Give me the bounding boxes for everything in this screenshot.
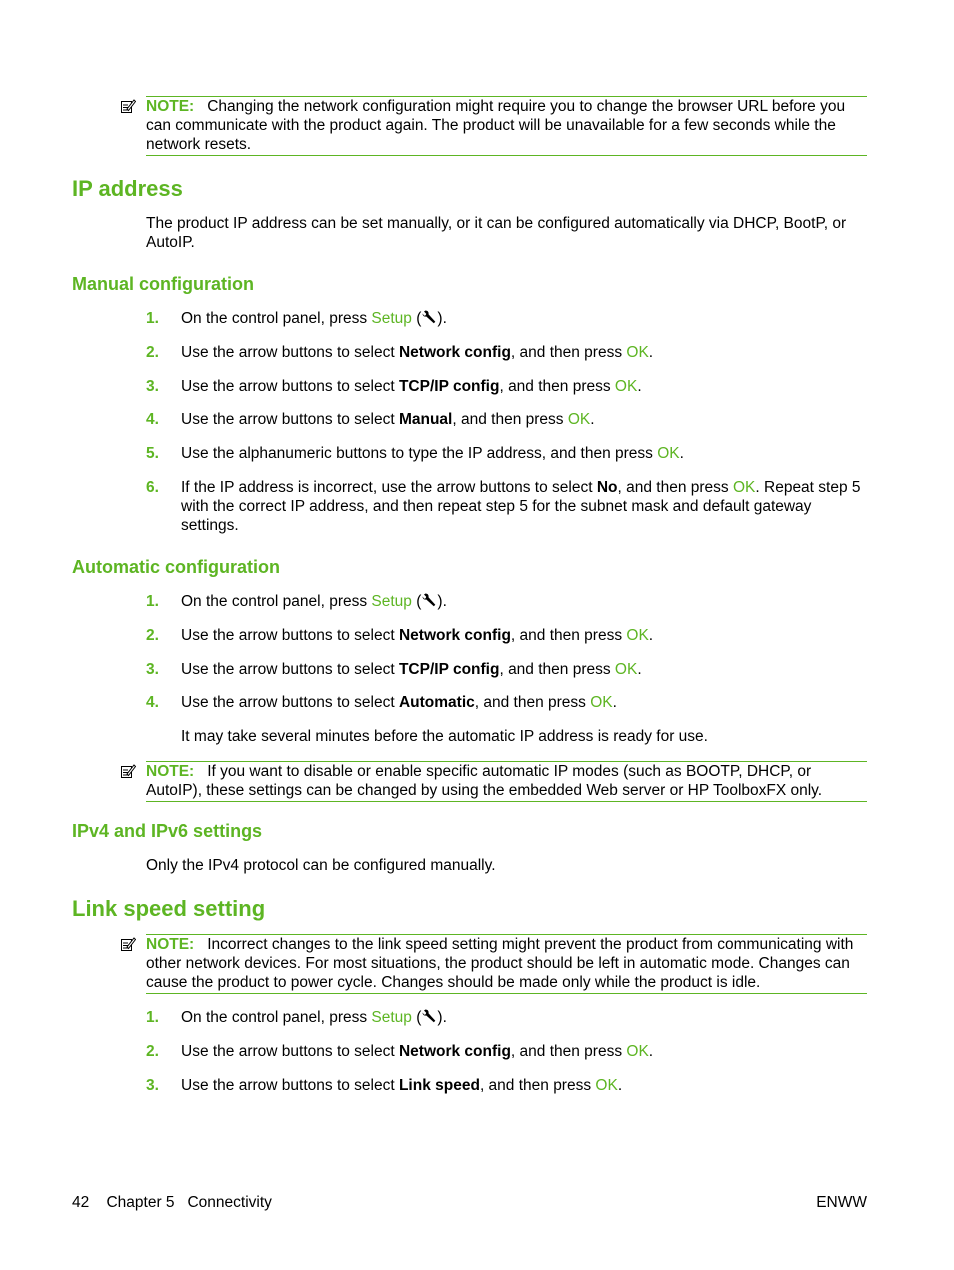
step-text-part: . [637,378,642,395]
menu-item-name: Network config [398,344,511,361]
step-text-part: Use the alphanumeric buttons to type the IP address, and then press [181,445,658,462]
note-label: NOTE: [146,763,195,780]
note-text: Incorrect changes to the link speed setting might prevent the product from communicating with other network devices. For most situations, the product should be left in automatic mode. Changes can cause the product to power cycle. Changes should be made only while the product is idle. [146,936,854,991]
button-name: OK [626,344,649,361]
subsection-title-manual: Manual configuration [72,274,254,294]
step-text [181,444,868,463]
menu-item-name: Link speed [398,1077,480,1094]
step-text-part: Use the arrow buttons to select [181,1043,399,1060]
page-number: 42 [72,1194,90,1211]
menu-item-name: No [596,479,618,496]
note-text: If you want to disable or enable specific automatic IP modes (such as BOOTP, DHCP, or AutoIP), these settings can be changed by using the embedded Web server or HP ToolboxFX only. [146,763,823,799]
step-number: 4. [146,411,159,428]
step-text-part: . [679,445,684,462]
step-number: 3. [146,1077,159,1094]
step-text-part: , and then press [452,411,568,428]
step-text-part: , and then press [479,1077,596,1094]
button-name: OK [567,411,591,428]
step-item [146,377,868,396]
note-box [146,96,867,156]
step-text-part: . [637,661,642,678]
step-text: On the control panel, press Setup ( ). [181,310,447,327]
wrench-icon [422,593,436,607]
step-text-part: . [648,627,654,644]
step-text: On the control panel, press Setup ( ). [181,1009,447,1026]
step-text [181,1042,868,1061]
step-number: 2. [146,1043,159,1060]
step-item [146,1076,868,1095]
step-text-part: Use the arrow buttons to select [181,694,399,711]
footer-left [72,1193,272,1212]
step-text-part: ). [437,1009,447,1026]
step-number: 5. [146,445,159,462]
step-item [146,592,868,611]
step-text-part: , and then press [499,661,615,678]
step-text-part: Use the arrow buttons to select [181,378,399,395]
step-item [146,410,868,429]
step-text-part: . Repeat step 5 with the correct IP address, and then repeat step 5 for the subnet mask and default gateway settings. [181,479,861,534]
step-item [146,444,868,463]
step-number: 1. [146,1009,159,1026]
step-text-part: On the control panel, press [181,310,372,327]
step-text [181,377,868,396]
step-text [181,626,868,645]
note-pencil-icon [120,936,136,952]
step-text-part: , and then press [617,479,733,496]
section-title-ip-address: IP address [72,176,183,201]
subsection-title-automatic: Automatic configuration [72,557,280,577]
step-text-part: ). [437,310,447,327]
step-text-part: On the control panel, press [181,1009,372,1026]
step-text-part: . [648,1043,654,1060]
button-name: OK [590,694,613,711]
step-text-part: Use the arrow buttons to select [181,661,399,678]
step-text [181,693,868,712]
button-name: Setup [371,593,412,610]
automatic-after-text: It may take several minutes before the automatic IP address is ready for use. [181,728,708,745]
step-item [146,1042,868,1061]
menu-item-name: Automatic [398,694,475,711]
menu-item-name: TCP/IP config [398,661,500,678]
step-item [146,309,868,328]
step-number: 1. [146,310,159,327]
button-name: OK [595,1077,618,1094]
step-text-part: Use the arrow buttons to select [181,411,399,428]
step-number: 3. [146,661,159,678]
step-text-part: . [590,411,595,428]
step-text [181,343,868,362]
note-text: Changing the network configuration might require you to change the browser URL before you can communicate with the product again. The product will be unavailable for a few seconds while the network resets. [146,98,846,153]
step-number: 6. [146,479,159,496]
note-pencil-icon [120,763,136,779]
menu-item-name: Network config [398,627,511,644]
menu-item-name: TCP/IP config [398,378,500,395]
footer-chapter: Chapter 5 [106,1194,175,1211]
ip-address-intro: The product IP address can be set manually, or it can be configured automatically via DHCP, BootP, or AutoIP. [146,215,847,251]
step-text-part: Use the arrow buttons to select [181,1077,399,1094]
button-name: Setup [371,310,412,327]
step-item [146,1008,868,1027]
step-item [146,478,868,535]
footer-code: ENWW [816,1194,867,1211]
step-text-part: , and then press [510,1043,627,1060]
button-name: OK [732,479,756,496]
step-number: 3. [146,378,159,395]
note-box [146,934,867,994]
step-item [146,343,868,362]
wrench-icon [422,310,436,324]
note-pencil-icon [120,98,136,114]
step-text-part: On the control panel, press [181,593,372,610]
note-box [146,761,867,802]
step-text-part: Use the arrow buttons to select [181,344,399,361]
subsection-title-ipv4-ipv6: IPv4 and IPv6 settings [72,821,263,841]
note-label: NOTE: [146,936,195,953]
button-name: Setup [371,1009,412,1026]
button-name: OK [626,627,649,644]
section-title-link-speed: Link speed setting [72,896,266,921]
step-text: On the control panel, press Setup ( ). [181,593,447,610]
step-text-part: . [648,344,654,361]
ipv4-text: Only the IPv4 protocol can be configured manually. [146,857,496,874]
step-number: 2. [146,627,159,644]
note-label: NOTE: [146,98,195,115]
footer-section: Connectivity [187,1194,272,1211]
step-text-part: Use the arrow buttons to select [181,627,399,644]
step-number: 4. [146,694,159,711]
button-name: OK [614,661,638,678]
step-text-part: , and then press [510,344,627,361]
button-name: OK [626,1043,649,1060]
step-text-part: , and then press [474,694,591,711]
menu-item-name: Network config [398,1043,511,1060]
step-text-part: ). [437,593,447,610]
step-text [181,478,868,535]
step-text-part: , and then press [510,627,627,644]
step-item [146,693,868,712]
step-item [146,660,868,679]
step-text [181,410,868,429]
button-name: OK [614,378,638,395]
wrench-icon [422,1009,436,1023]
step-text-part: If the IP address is incorrect, use the arrow buttons to select [181,479,597,496]
step-number: 2. [146,344,159,361]
step-text-part: , and then press [499,378,615,395]
step-text [181,1076,868,1095]
step-text-part: . [617,1077,623,1094]
step-number: 1. [146,593,159,610]
step-text-part: . [612,694,617,711]
menu-item-name: Manual [398,411,453,428]
step-item [146,626,868,645]
button-name: OK [657,445,680,462]
step-text [181,660,868,679]
